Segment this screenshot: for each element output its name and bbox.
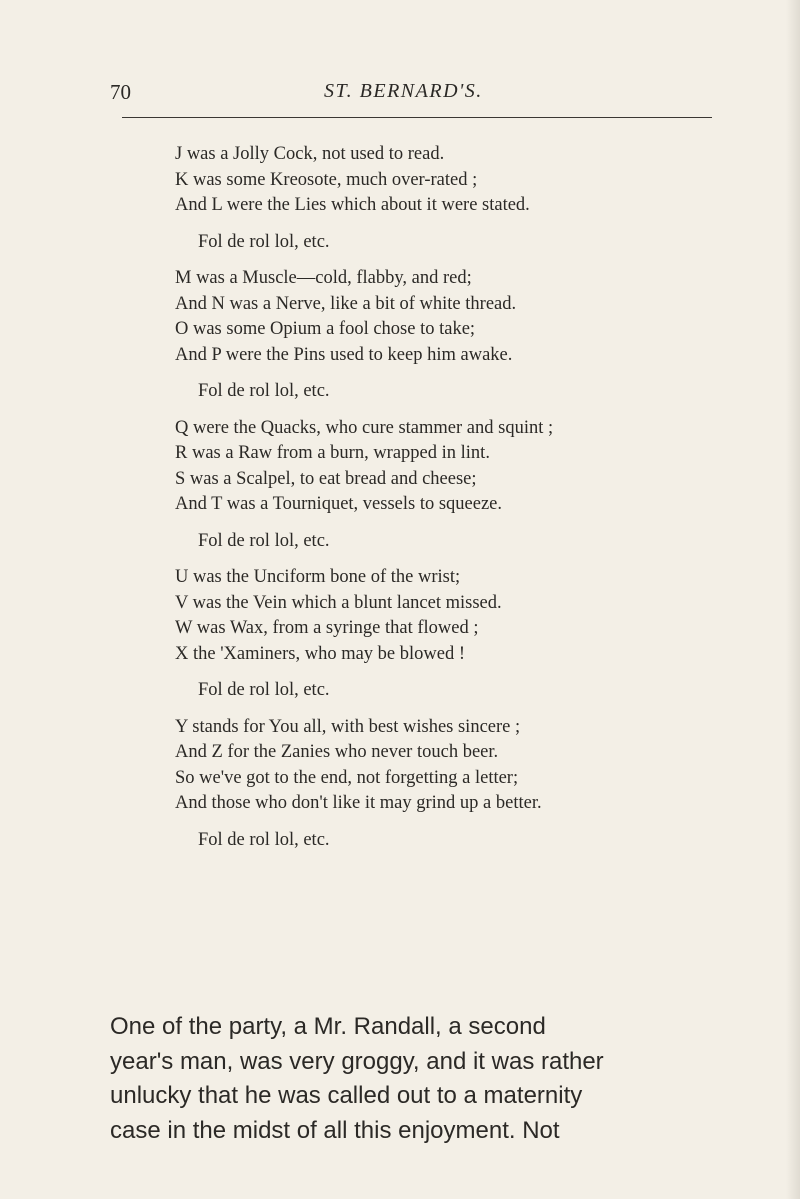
verse-line: And P were the Pins used to keep him awake. [175, 344, 513, 365]
verse-line: M was a Muscle—cold, flabby, and red; [175, 268, 472, 288]
verse-line: O was some Opium a fool chose to take; [175, 319, 476, 339]
verse-line: And Z for the Zanies who never touch beer. [175, 742, 499, 762]
prose-line: year's man, was very groggy, and it was rather [110, 1047, 604, 1075]
verse-line: And those who don't like it may grind up a better. [175, 793, 542, 813]
stanza [175, 142, 735, 255]
verse-line: S was a Scalpel, to eat bread and cheese; [175, 468, 477, 489]
prose-line: unlucky that he was called out to a maternity [110, 1082, 583, 1109]
stanza [175, 715, 735, 854]
refrain-line: Fol de rol lol, etc. [198, 381, 330, 401]
prose-line: case in the midst of all this enjoyment. Not [110, 1116, 560, 1144]
page-number: 70 [110, 80, 131, 104]
verse-line: J was a Jolly Cock, not used to read. [175, 144, 445, 164]
verse-line: K was some Kreosote, much over-rated ; [175, 169, 478, 190]
verse-line: R was a Raw from a burn, wrapped in lint. [175, 443, 490, 463]
stanza [175, 266, 735, 405]
header-rule [122, 117, 712, 118]
page-header [110, 80, 710, 110]
verse-line: U was the Unciform bone of the wrist; [175, 567, 461, 587]
verse-line: And T was a Tourniquet, vessels to squeeze. [175, 494, 503, 514]
verse-line: V was the Vein which a blunt lancet missed. [175, 592, 502, 613]
verse-line: So we've got to the end, not forgetting a letter; [175, 767, 519, 788]
verse-line: Q were the Quacks, who cure stammer and squint ; [175, 417, 554, 438]
refrain-line: Fol de rol lol, etc. [198, 680, 330, 700]
verse-line: X the 'Xaminers, who may be blowed ! [175, 643, 466, 664]
verse-line: And N was a Nerve, like a bit of white thread. [175, 293, 517, 314]
prose-line: One of the party, a Mr. Randall, a second [110, 1013, 546, 1040]
page-edge-shadow [786, 0, 800, 1199]
verse-line: And L were the Lies which about it were stated. [175, 195, 530, 215]
running-title: ST. BERNARD'S. [324, 80, 483, 102]
refrain-line: Fol de rol lol, etc. [198, 829, 330, 850]
prose-paragraph [110, 1010, 750, 1148]
refrain-line: Fol de rol lol, etc. [198, 530, 330, 551]
verse-block [175, 142, 735, 864]
verse-line: Y stands for You all, with best wishes sincere ; [175, 716, 521, 737]
verse-line: W was Wax, from a syringe that flowed ; [175, 618, 479, 638]
stanza [175, 565, 735, 704]
refrain-line: Fol de rol lol, etc. [198, 231, 330, 252]
stanza [175, 416, 735, 555]
